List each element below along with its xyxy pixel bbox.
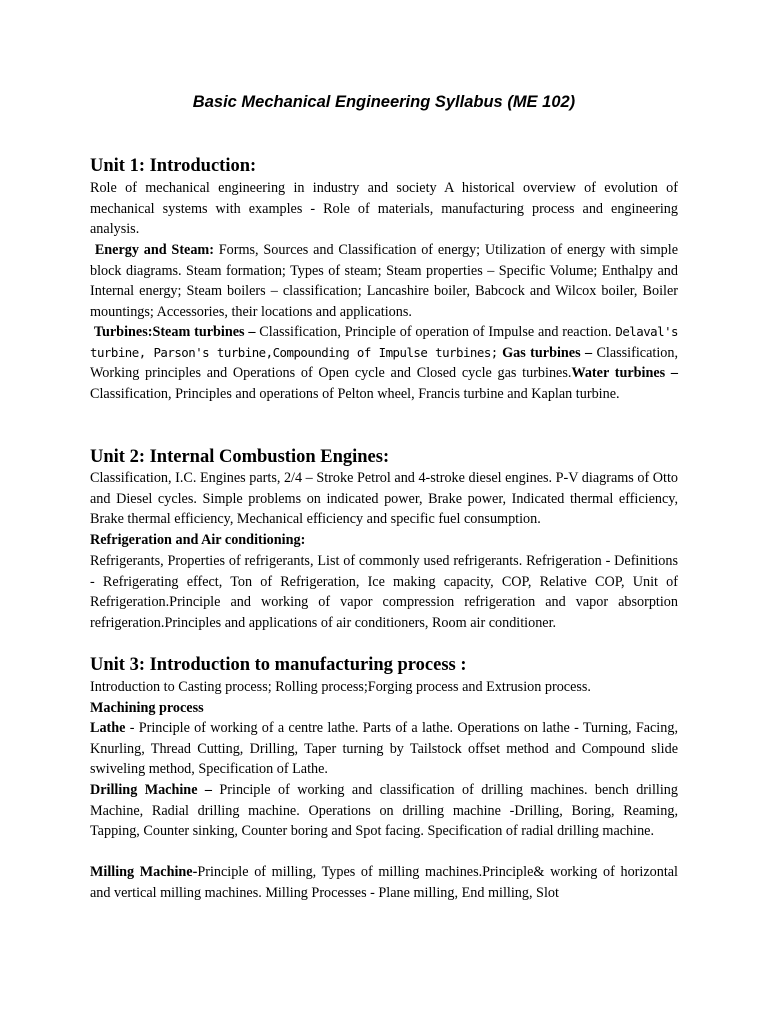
lathe-label: Lathe [90,720,126,736]
gas-turbines-label: Gas turbines – [502,344,593,361]
manufacturing-intro: Introduction to Casting process; Rolling process;Forging process and Extrusion process. [90,679,591,695]
milling-text: Principle of milling, Types of milling machines.Principle& working of horizontal and vertical milling machines. Milling Processes - Plane milling, End milling, Slot [90,864,678,901]
gas-turbines-text: Classification, Working principles and Operations of Open cycle and Closed cycle gas turbines. [90,344,679,382]
water-turbines-text: Classification, Principles and operations of Pelton wheel, Francis turbine and Kaplan turbine. [90,386,620,403]
drilling-label: Drilling Machine – [90,782,212,798]
milling-paragraph [90,862,678,903]
turbines-text: Classification, Principle of operation of Impulse and reaction. [255,324,616,340]
ic-engines-paragraph: Classification, I.C. Engines parts, 2/4 – Stroke Petrol and 4-stroke diesel engines. P-V diagrams of Otto and Diesel cycles. Simple problems on indicated power, Brake power, Indicated thermal efficiency, Brake thermal efficiency, Mechanical efficiency and specific fuel consumption. [90,470,678,528]
refrigeration-paragraph: Refrigerants, Properties of refrigerants, List of commonly used refrigerants. Refrigeration - Definitions - Refrigerating effect, Ton of Refrigeration, Ice making capacity, COP, Relative COP, Unit of Refrigeration.Principle and working of vapor compression refrigeration and vapor absorption refrigeration.Principles and applications of air conditioners, Room air conditioner. [90,553,678,632]
lathe-paragraph [90,718,678,780]
turbines-types-text: Delaval's turbine, Parson's turbine,Compounding of Impulse turbines; [90,324,678,360]
milling-label: Milling Machine- [90,864,198,880]
drilling-text: Principle of working and classification of drilling machines. bench drilling Machine, Radial drilling machine. Operations on drilling machine -Drilling, Boring, Reaming, Tapping, Counter sinking, Counter boring and Spot facing. Specification of radial drilling machine. [90,782,678,840]
turbines-paragraph [90,322,678,405]
water-turbines-label: Water turbines – [571,365,678,382]
turbines-label: Turbines:Steam turbines – [93,324,256,340]
energy-steam-text: Forms, Sources and Classification of energy; Utilization of energy with simple block diagrams. Steam formation; Types of steam; Steam properties – Specific Volume; Enthalpy and Internal energy; Steam boilers – classification; Lancashire boiler, Babcock and Wilcox boiler, Boiler mountings; Accessories, their locations and applications. [90,242,679,321]
document-title: Basic Mechanical Engineering Syllabus (ME 102) [192,93,576,111]
machining-heading: Machining process [90,700,204,716]
energy-steam-paragraph [90,240,678,323]
lathe-text: - Principle of working of a centre lathe. Parts of a lathe. Operations on lathe - Turning, Facing, Knurling, Thread Cutting, Drilling, Taper turning by Tailstock offset method and Compound slide swiveling method, Specification of Lathe. [90,720,678,778]
energy-steam-label: Energy and Steam: [94,242,214,258]
unit1-heading: Unit 1: Introduction: [90,156,257,176]
refrigeration-heading: Refrigeration and Air conditioning: [90,532,306,548]
unit3-heading: Unit 3: Introduction to manufacturing process : [90,655,467,675]
drilling-paragraph [90,780,678,842]
unit2-heading: Unit 2: Internal Combustion Engines: [90,447,390,467]
unit1-intro: Role of mechanical engineering in industry and society A historical overview of evolution of mechanical systems with examples - Role of materials, manufacturing process and engineering analysis. [90,180,678,238]
